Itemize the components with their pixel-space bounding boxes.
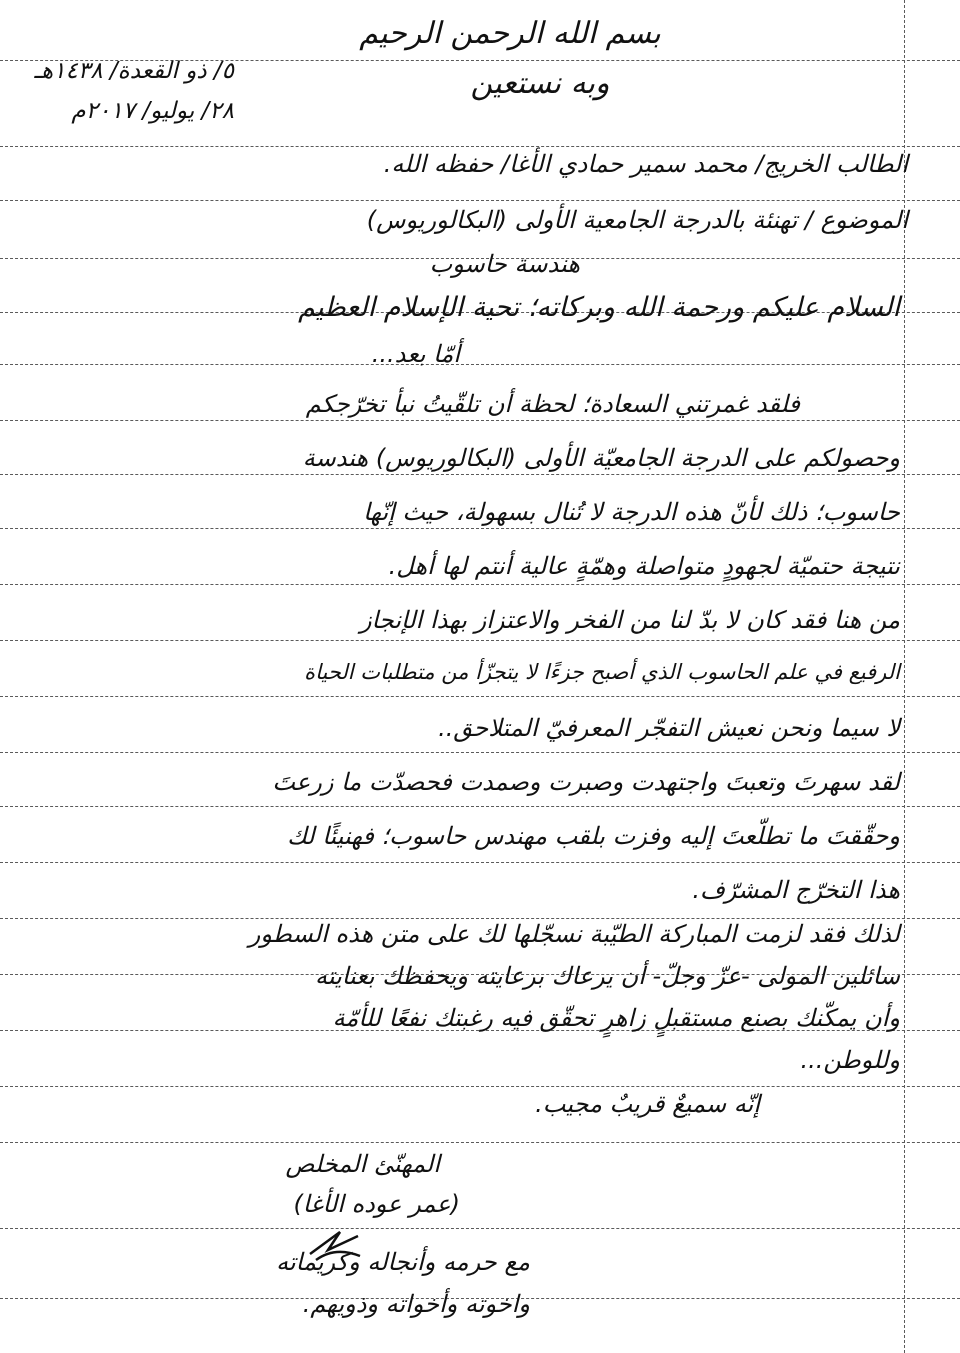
body-line: وحصولكم على الدرجة الجامعيّة الأولى (البكالوريوس) هندسة — [302, 444, 900, 472]
body-line: لقد سهرتَ وتعبتَ واجتهدت وصبرت وصمدت فحصدّت ما زرعتَ — [272, 768, 900, 796]
hijri-date: ٥/ ذو القعدة/ ١٤٣٨هـ — [34, 58, 234, 84]
body-line: وحقّقتَ ما تطلّعتَ إليه وفزت بلقب مهندس حاسوب؛ فهنيئًا لك — [287, 822, 900, 850]
recipient-line: الطالب الخريج/ محمد سمير حمادي الأغا/ حفظه الله. — [383, 150, 908, 178]
closing-prayer: إنّه سميعٌ قريبٌ مجيب. — [535, 1090, 760, 1118]
header-subtitle: وبه نستعين — [470, 66, 610, 101]
subject-continued: هندسة حاسوب — [429, 250, 580, 278]
body-line: سائلين المولى -عزّ وجلّ- أن يرعاك برعايته ويحفظك بعنايته — [314, 962, 900, 990]
subject-line: الموضوع / تهنئة بالدرجة الجامعية الأولى (البكالوريوس) — [366, 206, 908, 234]
body-line: نتيجة حتميّة لجهودٍ متواصلة وهمّةٍ عالية أنتم لها أهل. — [388, 552, 900, 580]
body-line: وأن يمكّنك بصنع مستقبلٍ زاهرٍ تحقّق فيه رغبتك نفعًا للأمّة — [332, 1004, 900, 1032]
body-line: لا سيما ونحن نعيش التفجّر المعرفيّ المتلاحق.. — [438, 714, 900, 742]
amma-baad: أمّا بعد... — [371, 340, 460, 368]
regards-line-2: واخوته وأخواته وذويهم. — [302, 1290, 530, 1318]
body-line: حاسوب؛ ذلك لأنّ هذه الدرجة لا تُنال بسهولة، حيث إنّها — [363, 498, 900, 526]
body-line: من هنا فقد كان لا بدّ لنا من الفخر والاعتزاز بهذا الإنجاز — [359, 606, 900, 634]
basmala: بسم الله الرحمن الرحيم — [359, 16, 661, 51]
signer-name: (عمر عوده الأغا) — [293, 1190, 460, 1218]
body-line: وللوطن... — [800, 1046, 900, 1074]
body-line: فلقد غمرتني السعادة؛ لحظة أن تلقّيتُ نبأ تخرّجكم — [305, 390, 800, 418]
gregorian-date: ٢٨/ يوليو/ ٢٠١٧م — [71, 98, 234, 124]
body-line: هذا التخرّج المشرّف. — [692, 876, 900, 904]
signature-label: المهنّئ المخلص — [285, 1150, 440, 1178]
body-line: الرفيع في علم الحاسوب الذي أصبح جزءًا لا يتجزّأ من متطلبات الحياة — [304, 660, 900, 684]
regards-line-1: مع حرمه وأنجاله وكريماته — [276, 1248, 530, 1276]
salam-greeting: السلام عليكم ورحمة الله وبركاته؛ تحية الإسلام العظيم — [298, 292, 900, 323]
body-line: لذلك فقد لزمت المباركة الطيّبة نسجّلها لك على متن هذه السطور — [248, 920, 900, 948]
